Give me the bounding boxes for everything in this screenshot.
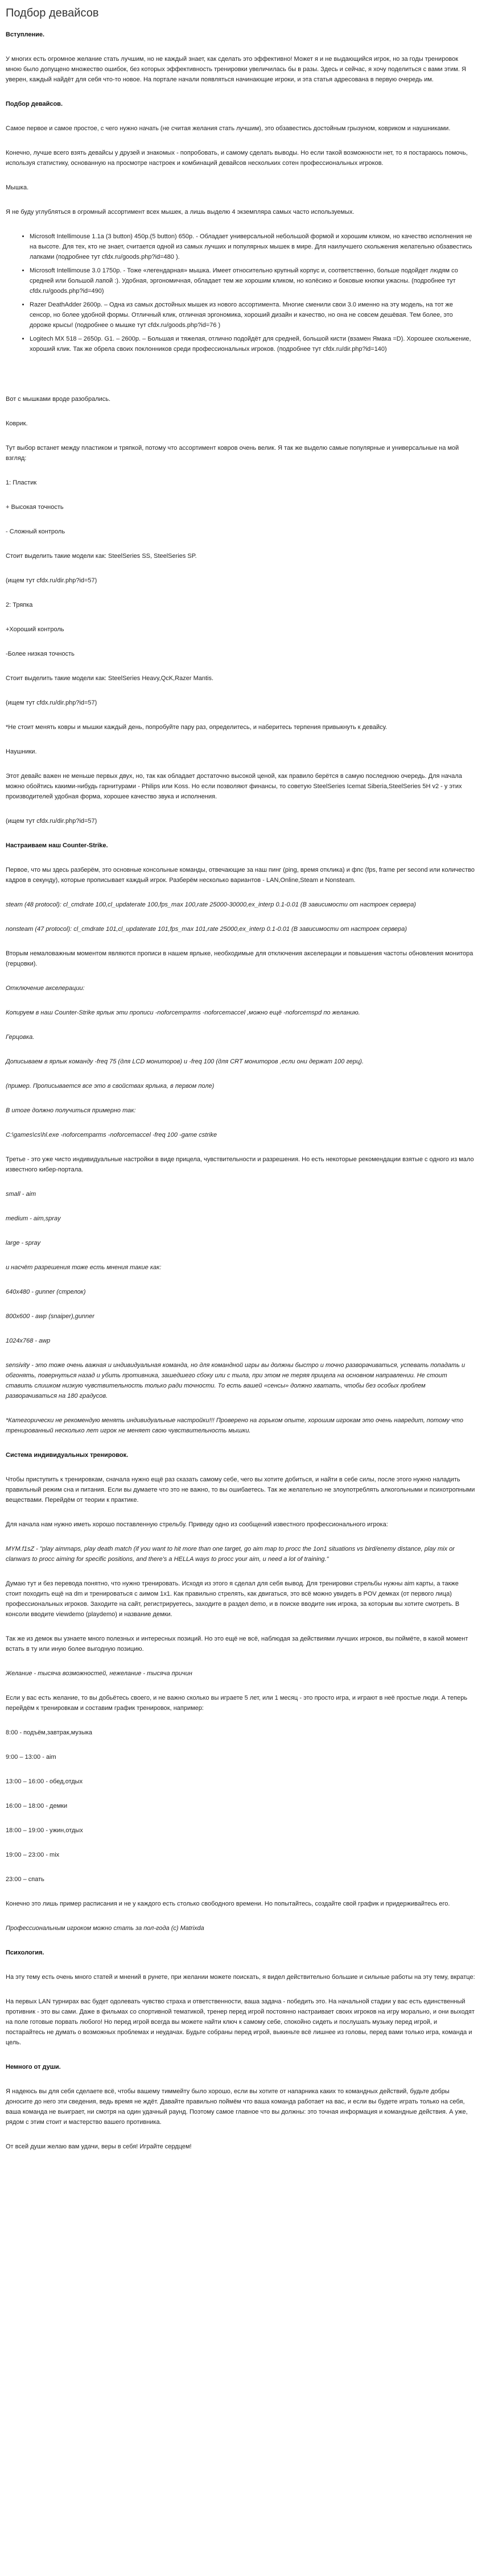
training-quote: MYM.f1sZ - "play aimmaps, play death match (if you want to hit more than one target, go aim map to procc the 1on1 situations vs bird/enemy distance, play mix or clanwars to procc aiming for specific positions, and there's a HELLA ways to procc your aim, u need a lot of training." — [6, 1546, 455, 1563]
headphones-link: (ищем тут cfdx.ru/dir.php?id=57) — [6, 818, 97, 825]
crosshair-line: medium - aim,spray — [6, 1215, 61, 1222]
crosshair-line: large - spray — [6, 1240, 41, 1246]
pad-lead: Тут выбор встанет между пластиком и тряпкой, потому что ассортимент ковров очень велик. Я так же выделю самые популярные и универсальные на мой взгляд: — [6, 445, 459, 462]
training-paragraph-4: Так же из демок вы узнаете много полезных и интересных позиций. Но это ещё не всё, наблюдая за действиями лучших игроков, вы поймёте, в какой момент встать в ту или иную более выгодную позицию. — [6, 1635, 468, 1653]
mouse-list-item: • Microsoft Intellimouse 3.0 1750р. - Тоже «легендарная» мышка. Имеет относительно крупный корпус и, соответственно, больше подойдет людям со средней или большой лапой :). Удобная, эргономичная, обладает тем же хорошим кликом, но колёсико и боковые кнопки ужасны. (подробнее тут cfdx.ru/goods.php?id=490) — [30, 266, 475, 296]
pad-plastic-label: 1: Пластик — [6, 479, 37, 486]
resolution-line: 640x480 - gunner (стрелок) — [6, 1289, 86, 1295]
training-paragraph-5: Если у вас есть желание, то вы добьётесь своего, и не важно сколько вы играете 5 лет, или 1 месяц - это просто игра, и играют в неё простые люди. А теперь перейдём к тренировкам и составим график тренировок, например: — [6, 1695, 468, 1712]
pad-heading: Коврик. — [6, 420, 28, 427]
config-sensitivity: sensivity - это тоже очень важная и индивидуальная команда, но для командной игры вы должны быстро и точно разворачиваться, успевать попадать и обгонять, повернуться назад и убить противника, зашедшего сбоку или с тыла, при этом не теряя прицела на основном направлении. Не стоит ставить слишком низкую чувствительность только ради точности. То есть вашей «сенсы» должно хватать, чтобы без особых проблем разворачиваться на 180 градусов. — [6, 1362, 465, 1399]
schedule-line: 16:00 – 18:00 - демки — [6, 1803, 68, 1809]
devices-section — [6, 99, 475, 826]
config-accel-heading: Отключение акселерации: — [6, 985, 85, 992]
headphones-text: Этот девайс важен не меньше первых двух, но, так как обладает достаточно высокой ценой, как правило берётся в самую последнюю очередь. Для начала можно обойтись какими-нибудь гарнитурами - Philips или Koss. Но если позволяют финансы, то советую SteelSeries Icemat Siberia,SteelSeries 5H v2 - у этих производителей удобная форма, хорошее качество звука и исполнения. — [6, 773, 462, 800]
config-note: *Категорически не рекомендую менять индивидуальные настройки!!! Проверено на горьком опыте, хорошим игрокам это очень навредит, потому что тренированный несколько лет игрок не меняет свою чувствительность мышки. — [6, 1417, 463, 1434]
config-section — [6, 840, 475, 1436]
pad-plastic-plus: + Высокая точность — [6, 504, 64, 511]
training-quote-2: Профессиональным игроком можно стать за пол-года (с) Matrixda — [6, 1925, 204, 1932]
psychology-paragraph-2: На первых LAN турнирах вас будет одолевать чувство страха и ответственности, ваша задача - победить это. На начальной стадии у вас есть единственный противник - это вы сами. Даже в фильмах со спортивной тематикой, тренер перед игрой постоянно настраивает своих игроков на игру морально, и они выходят на поле готовые порвать любого! Но перед игрой всегда вы можете найти ключ к самому себе, спокойно сидеть и послушать музыку перед игрой, и постарайтесь не думать о возможных проблемах и неудачах. Будьте собраны перед игрой, выкиньте всё лишнее из головы, перед вами только игра, команда и цель. — [6, 1998, 475, 2046]
mouse-lead: Я не буду углубляться в огромный ассортимент всех мышек, а лишь выделю 4 экземпляра самых часто используемых. — [6, 209, 355, 216]
mouse-list-item: • Razer DeathAdder 2600р. – Одна из самых достойных мышек из нового ассортимента. Многие сменили свои 3.0 именно на эту модель, на тот же сенсор, но более удобной формы. Отличный клик, отличная эргономика, хороший дизайн и качество, но она не совсем дешёвая. Тем более, это дороже крысы! (подробнее о мышке тут cfdx.ru/goods.php?id=76 ) — [30, 300, 475, 330]
training-motto: Желание - тысяча возможностей, нежелание - тысяча причин — [6, 1670, 192, 1677]
crosshair-line: small - aim — [6, 1191, 36, 1198]
schedule-line: 13:00 – 16:00 - обед,отдых — [6, 1778, 83, 1785]
pad-cloth-minus: -Более низкая точность — [6, 651, 75, 657]
schedule-line: 8:00 - подъём,завтрак,музыка — [6, 1729, 93, 1736]
config-hz-heading: Герцовка. — [6, 1034, 35, 1041]
schedule-line: 9:00 – 13:00 - aim — [6, 1754, 56, 1761]
schedule-line: 18:00 – 19:00 - ужин,отдых — [6, 1827, 83, 1834]
pad-plastic-minus: - Сложный контроль — [6, 528, 65, 535]
resolution-line: 1024x768 - awp — [6, 1337, 51, 1344]
schedule-line: 23:00 – спать — [6, 1876, 44, 1883]
training-paragraph-1: Чтобы приступить к тренировкам, сначала нужно ещё раз сказать самому себе, чего вы хотите добиться, и найти в себе силы, после этого нужно наладить правильный режим сна и питания. Если вы думаете что это не важно, то вы ошибаетесь. Так же желательно не злоупотреблять алкогольными и психотропными веществами. Перейдём от теории к практике. — [6, 1476, 475, 1504]
config-result-label: В итоге должно получиться примерно так: — [6, 1107, 136, 1114]
pad-cloth-link: (ищем тут cfdx.ru/dir.php?id=57) — [6, 699, 97, 706]
devices-paragraph-2: Конечно, лучше всего взять девайсы у друзей и знакомых - попробовать, и самому сделать выводы. Но если такой возможности нет, то я постараюсь помочь, используя статистику, основанную на просмотре настроек и комбинаций девайсов нескольких сотен профессиональных игроков. — [6, 150, 468, 167]
mouse-list-item: • Logitech MX 518 – 2650р. G1. – 2600р. – Большая и тяжелая, отлично подойдёт для средней, большой кисти (взамен Ямака =D). Хорошее скольжение, хороший клик. Так же обрела своих поклонников среди профессиональных игроков. (подробнее тут cfdx.ru/dir.php?id=140) — [30, 334, 475, 354]
outro-heading: Немного от души. — [6, 2064, 61, 2070]
intro-text: У многих есть огромное желание стать лучшим, но не каждый знает, как сделать это эффективно! Может я и не выдающийся игрок, но за годы тренировок мною было допущено множество ошибок, без которых эффективность тренировки увеличилась бы в разы. Здесь и сейчас, я хочу поделиться с вами этим. Я уверен, каждый найдёт для себя что-то новое. На портале начали появляться начинающие игроки, и эта статья адресована в первую очередь им. — [6, 56, 466, 83]
psychology-section — [6, 1948, 475, 2048]
config-hz-text: Дописываем в ярлык команду -freq 75 (для LCD мониторов) и -freq 100 (для CRT мониторов ,если они держат 100 герц). — [6, 1058, 364, 1065]
config-paragraph-1: Первое, что мы здесь разберём, это основные консольные команды, отвечающие за наш пинг (ping, время отклика) и фпс (fps, frame per second или количество кадров в секунду), которые прописывает каждый игрок. Разберём несколько вариантов - LAN,Online,Steam и Nonsteam. — [6, 867, 475, 884]
pad-plastic-link: (ищем тут cfdx.ru/dir.php?id=57) — [6, 577, 97, 584]
page-title: Подбор девайсов — [6, 7, 99, 19]
pad-cloth-plus: +Хороший контроль — [6, 626, 64, 633]
schedule-line: 19:00 – 23:00 - mix — [6, 1852, 60, 1858]
psychology-heading: Психология. — [6, 1949, 44, 1956]
pad-cloth-models: Стоит выделить такие модели как: SteelSeries Heavy,QcK,Razer Mantis. — [6, 675, 214, 682]
mouse-summary: Вот с мышками вроде разобрались. — [6, 396, 111, 403]
training-paragraph-6: Конечно это лишь пример расписания и не у каждого есть столько свободного времени. Но попытайтесь, создайте свой график и придерживайтесь его. — [6, 1900, 450, 1907]
psychology-paragraph-1: На эту тему есть очень много статей и мнений в рунете, при желании можете поискать, я видел действительно большие и сильные работы на эту тему, вкратце: — [6, 1974, 475, 1981]
training-paragraph-3: Думаю тут и без перевода понятно, что нужно тренировать. Исходя из этого я сделал для себя вывод. Для тренировки стрельбы нужны aim карты, а также стоит походить ещё на dm и тренироваться с аимом 1х1. Как правильно стрелять, как двигаться, это всё можно увидеть в POV демках (от первого лица) профессиональных игроков. Заходите на сайт, регистрируетесь, заходите в раздел demo, и в поиске вводите ник игрока, за которым вы хотите смотреть. В консоли вводите viewdemo (playdemo) и название демки. — [6, 1580, 460, 1618]
training-section — [6, 1450, 475, 1933]
intro-section — [6, 30, 475, 85]
config-paragraph-2: Вторым немаловажным моментом являются прописи в нашем ярлыке, необходимые для отключения акселерации и повышения частоты обновления монитора (герцовки). — [6, 950, 473, 967]
outro-paragraph-2: От всей души желаю вам удачи, веры в себя! Играйте сердцем! — [6, 2143, 192, 2150]
config-accel-text: Копируем в наш Counter-Strike ярлык эти прописи -noforcemparms -noforcemaccel ,можно ещё -noforcemspd по желанию. — [6, 1009, 360, 1016]
config-result: C:\games\cs\hl.exe -noforcemparms -noforcemaccel -freq 100 -game cstrike — [6, 1132, 217, 1138]
pad-plastic-models: Стоит выделить такие модели как: SteelSeries SS, SteelSeries SP. — [6, 553, 197, 560]
mouse-list — [6, 231, 475, 354]
config-steam: steam (48 protocol): cl_cmdrate 100,cl_updaterate 100,fps_max 100,rate 25000-30000,ex_interp 0.1-0.01 (В зависимости от настроек сервера) — [6, 901, 416, 908]
devices-paragraph-1: Самое первое и самое простое, с чего нужно начать (не считая желания стать лучшим), это обзавестись достойным грызуном, ковриком и наушниками. — [6, 125, 451, 132]
outro-section — [6, 2062, 475, 2152]
resolution-line: 800x600 - awp (snaiper),gunner — [6, 1313, 94, 1320]
outro-paragraph-1: Я надеюсь вы для себя сделаете всё, чтобы вашему тиммейту было хорошо, если вы хотите от напарника каких то командных действий, будьте добры доносите до него эти сведения, ведь время не ждёт. Давайте правильно поймём что ваша команда работает на вас, и если вы будете играть только на себя, ваша команда не выиграет, ни смотря на один удачный раунд. Поэтому самое главное что вы должны: это точная информация и командные действия. А уже, рядом с этим стоит и мастерство вашего противника. — [6, 2088, 468, 2126]
devices-heading: Подбор девайсов. — [6, 101, 63, 107]
config-nonsteam: nonsteam (47 protocol): cl_cmdrate 101,cl_updaterate 101,fps_max 101,rate 25000,ex_interp 0.1-0.01 (В зависимости от настроек сервера) — [6, 926, 407, 933]
config-heading: Настраиваем наш Counter-Strike. — [6, 842, 108, 849]
headphones-heading: Наушники. — [6, 748, 37, 755]
mouse-heading: Мышка. — [6, 184, 29, 191]
mouse-list-item: • Microsoft Intellimouse 1.1a (3 button) 450р.(5 button) 650р. - Обладает универсальной небольшой формой и хорошим кликом, но качество исполнения не на высоте. Для тех, кто не знает, считается одной из самых лучших и популярных мышек в мире. Для наилучшего скольжения желательно обзавестись лапками (подробнее тут cfdx.ru/goods.php?id=480 ). — [30, 231, 475, 262]
config-hz-note: (пример. Прописывается все это в свойствах ярлыка, в первом поле) — [6, 1083, 215, 1090]
resolution-label: и насчёт разрешения тоже есть мнения такие как: — [6, 1264, 162, 1271]
pad-note: *Не стоит менять ковры и мышки каждый день, попробуйте пару раз, определитесь, и наберитесь терпения привыкнуть к девайсу. — [6, 724, 388, 731]
training-paragraph-2: Для начала нам нужно иметь хорошо поставленную стрельбу. Приведу одно из сообщений известного профессионального игрока: — [6, 1521, 388, 1528]
training-heading: Система индивидуальных тренировок. — [6, 1452, 129, 1459]
pad-cloth-label: 2: Тряпка — [6, 602, 33, 608]
intro-heading: Вступление. — [6, 31, 45, 38]
config-paragraph-3: Третье - это уже чисто индивидуальные настройки в виде прицела, чувствительности и разрешения. Но есть некоторые рекомендации взятые с одного из мало известного кибер-портала. — [6, 1156, 474, 1173]
